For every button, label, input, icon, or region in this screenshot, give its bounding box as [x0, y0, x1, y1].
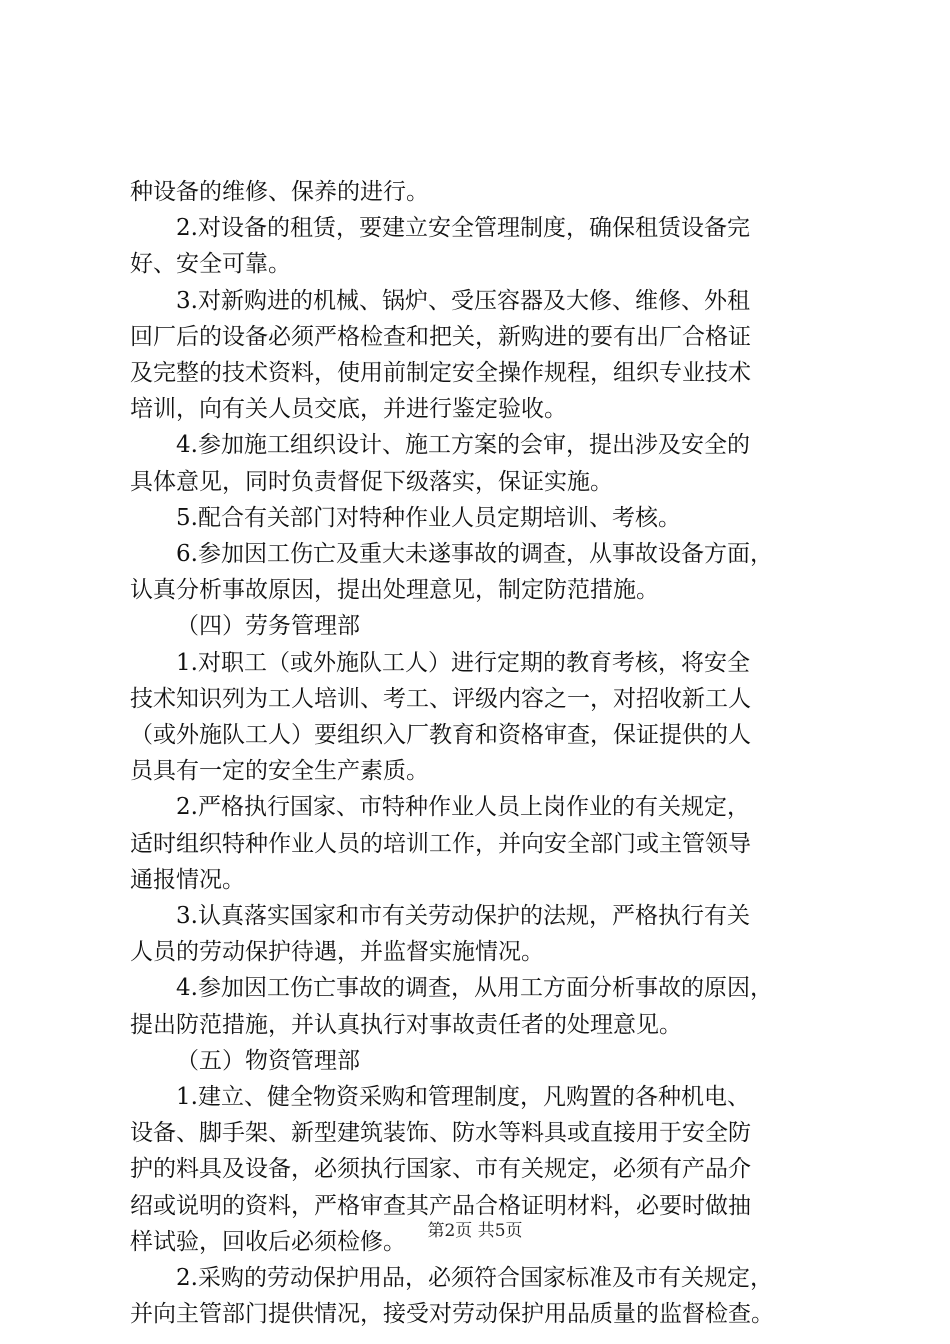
text-line: 种设备的维修、保养的进行。: [130, 179, 429, 205]
page-footer: 第2页 共5页: [427, 1221, 523, 1241]
text-line: 3.认真落实国家和市有关劳动保护的法规，严格执行有关: [176, 903, 750, 930]
text-line: 2.采购的劳动保护用品，必须符合国家标准及市有关规定，: [176, 1265, 773, 1292]
text-line: 1.建立、健全物资采购和管理制度，凡购置的各种机电、: [176, 1084, 750, 1111]
text-line: 适时组织特种作业人员的培训工作，并向安全部门或主管领导: [130, 830, 751, 857]
text-line: 4.参加因工伤亡事故的调查，从用工方面分析事故的原因，: [176, 975, 773, 1002]
text-line: 好、安全可靠。: [130, 251, 291, 278]
text-line: 培训，向有关人员交底，并进行鉴定验收。: [130, 396, 567, 423]
text-line: 1.对职工（或外施队工人）进行定期的教育考核，将安全: [176, 649, 750, 676]
text-line: 护的料具及设备，必须执行国家、市有关规定，必须有产品介: [130, 1156, 751, 1183]
text-line: 5.配合有关部门对特种作业人员定期培训、考核。: [176, 504, 681, 531]
text-line: 回厂后的设备必须严格检查和把关，新购进的要有出厂合格证: [130, 323, 751, 350]
text-line: 设备、脚手架、新型建筑装饰、防水等料具或直接用于安全防: [130, 1120, 751, 1147]
text-line: （四）劳务管理部: [176, 613, 360, 640]
text-line: 具体意见，同时负责督促下级落实，保证实施。: [130, 468, 613, 495]
text-line: 3.对新购进的机械、锅炉、受压容器及大修、维修、外租: [176, 287, 750, 314]
text-line: 人员的劳动保护待遇，并监督实施情况。: [130, 939, 544, 966]
text-line: 提出防范措施，并认真执行对事故责任者的处理意见。: [130, 1011, 682, 1038]
text-line: 2.对设备的租赁，要建立安全管理制度，确保租赁设备完: [176, 215, 750, 242]
text-line: 并向主管部门提供情况，接受对劳动保护用品质量的监督检查。: [130, 1301, 774, 1328]
text-line: 认真分析事故原因，提出处理意见，制定防范措施。: [130, 577, 659, 604]
text-line: （五）物资管理部: [176, 1047, 360, 1074]
text-line: （或外施队工人）要组织入厂教育和资格审查，保证提供的人: [130, 722, 751, 749]
document-body: [130, 174, 836, 1333]
text-line: 6.参加因工伤亡及重大未遂事故的调查，从事故设备方面，: [176, 541, 773, 568]
text-line: 4.参加施工组织设计、施工方案的会审，提出涉及安全的: [176, 432, 750, 459]
text-line: 2.严格执行国家、市特种作业人员上岗作业的有关规定，: [176, 794, 750, 821]
text-line: 通报情况。: [130, 866, 245, 893]
text-line: 及完整的技术资料，使用前制定安全操作规程，组织专业技术: [130, 360, 751, 387]
text-line: 员具有一定的安全生产素质。: [130, 758, 429, 785]
text-line: 样试验，回收后必须检修。: [130, 1228, 406, 1255]
text-line: 技术知识列为工人培训、考工、评级内容之一，对招收新工人: [130, 685, 751, 712]
text-line: 绍或说明的资料，严格审查其产品合格证明材料，必要时做抽: [130, 1192, 751, 1219]
